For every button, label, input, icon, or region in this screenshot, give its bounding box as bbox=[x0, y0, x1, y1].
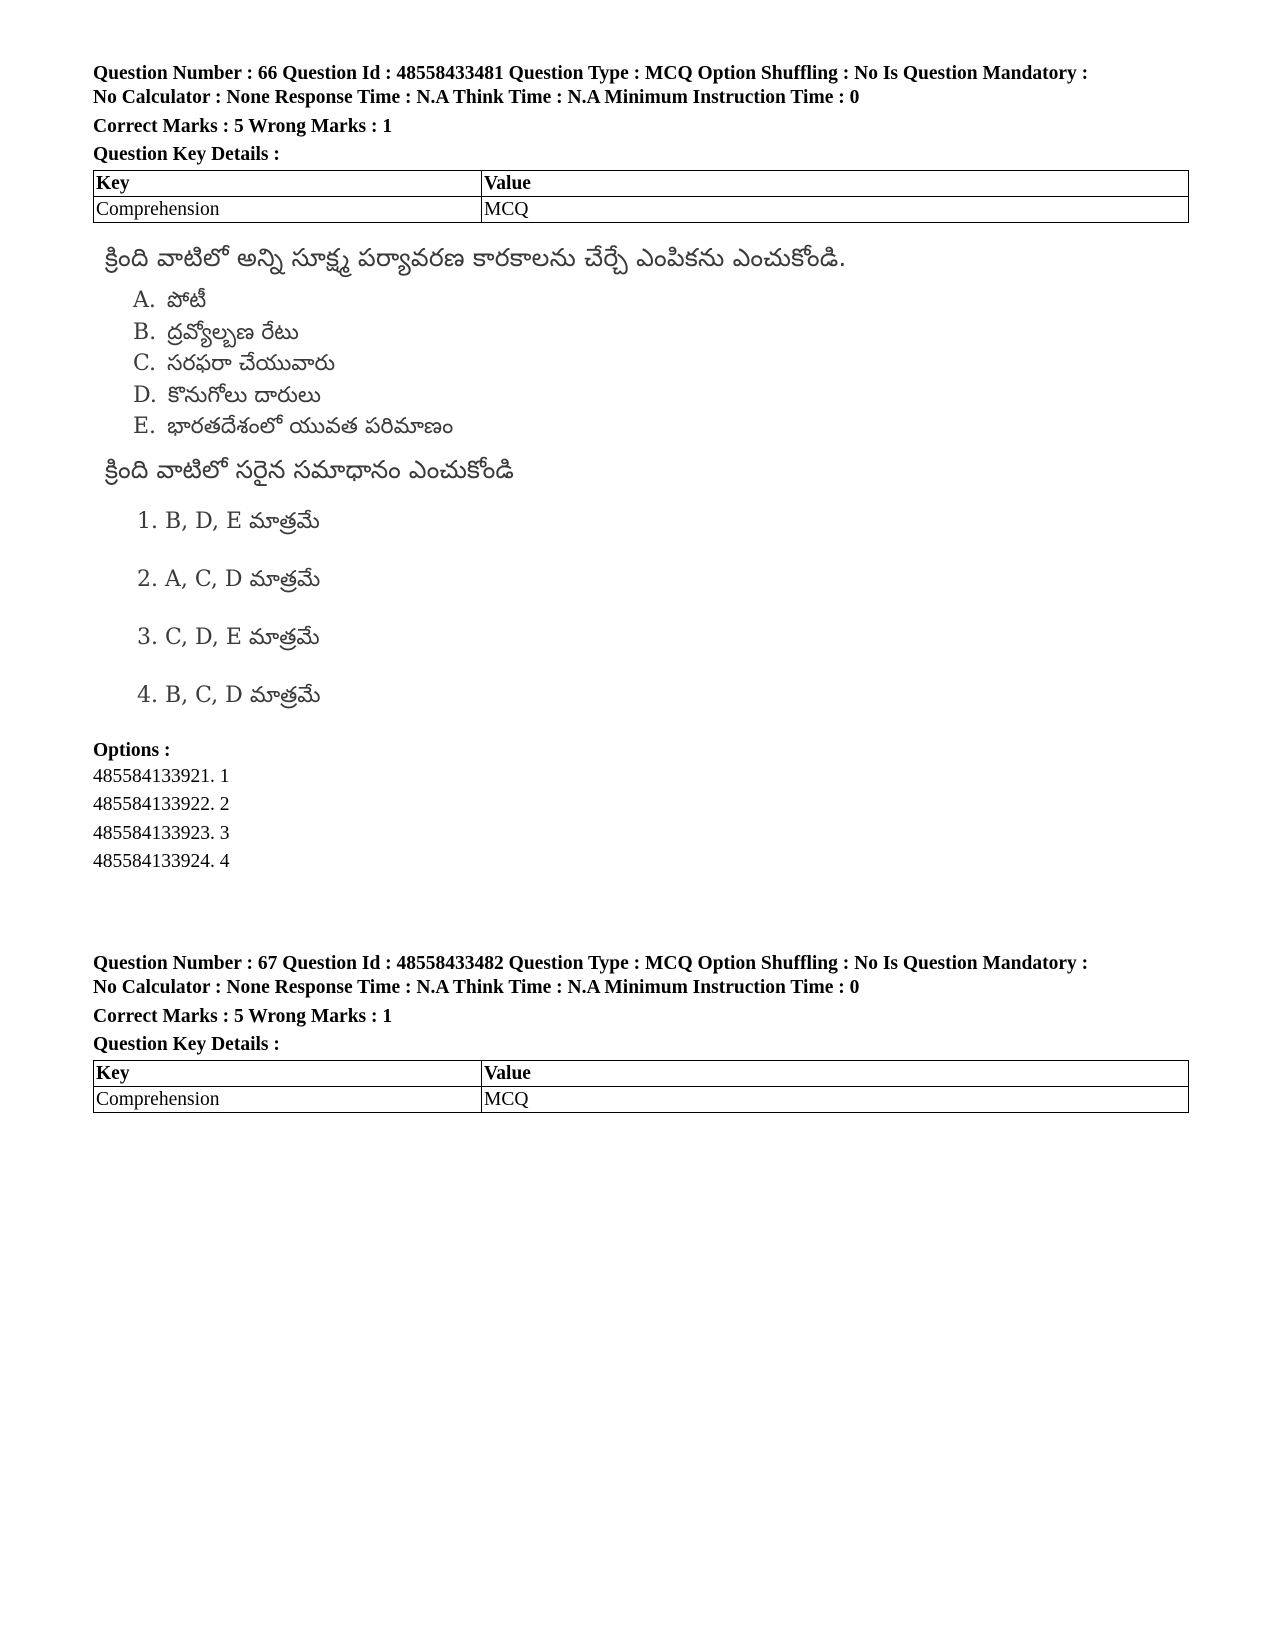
key-details-table bbox=[93, 170, 1189, 223]
table-header-value: Value bbox=[482, 171, 1189, 197]
choice-label: 3. C, D, E bbox=[137, 624, 242, 650]
statement-list bbox=[133, 285, 1005, 443]
question-block-66 bbox=[93, 62, 1193, 877]
options-label: Options : bbox=[93, 739, 171, 761]
choice-text: మాత్రమే bbox=[249, 682, 321, 708]
statement-item bbox=[133, 380, 1005, 412]
question-block-67 bbox=[93, 952, 1193, 1113]
table-cell-key: Comprehension bbox=[94, 1087, 482, 1113]
choice-item bbox=[137, 493, 1005, 551]
key-details-label: Question Key Details : bbox=[93, 1034, 280, 1055]
question-meta-line-1: Question Number : 66 Question Id : 48558433481 Question Type : MCQ Option Shuffling : No Is Question Mandatory : bbox=[93, 63, 1089, 84]
choice-label: 1. B, D, E bbox=[137, 508, 243, 534]
choice-item bbox=[137, 667, 1005, 725]
table-cell-value: MCQ bbox=[482, 197, 1189, 223]
question-meta-line-2: No Calculator : None Response Time : N.A Think Time : N.A Minimum Instruction Time : 0 bbox=[93, 977, 860, 998]
table-row bbox=[94, 197, 1189, 223]
statement-label: E. bbox=[133, 414, 157, 439]
statement-label: B. bbox=[133, 319, 157, 345]
question-meta-line-1: Question Number : 67 Question Id : 48558433482 Question Type : MCQ Option Shuffling : No Is Question Mandatory : bbox=[93, 953, 1089, 974]
choice-label: 2. A, C, D bbox=[137, 566, 243, 592]
statement-item bbox=[133, 411, 1005, 443]
option-item: 485584133923. 3 bbox=[93, 822, 230, 844]
question-stem: క్రింది వాటిలో అన్ని సూక్ష్మ పర్యావరణ కారకాలను చేర్చే ఎంపికను ఎంచుకోండి. bbox=[105, 243, 847, 272]
table-row bbox=[94, 1087, 1189, 1113]
question-meta bbox=[93, 952, 1193, 1000]
question-meta-line-2: No Calculator : None Response Time : N.A Think Time : N.A Minimum Instruction Time : 0 bbox=[93, 87, 860, 108]
table-header-key: Key bbox=[94, 1061, 482, 1087]
statement-text: భారతదేశంలో యువత పరిమాణం bbox=[167, 414, 454, 439]
statement-text: కొనుగోలు దారులు bbox=[167, 382, 322, 408]
option-item: 485584133921. 1 bbox=[93, 765, 230, 787]
table-header-key: Key bbox=[94, 171, 482, 197]
statement-text: ద్రవ్యోల్బణ రేటు bbox=[167, 319, 299, 345]
key-details-table bbox=[93, 1060, 1189, 1113]
choice-item bbox=[137, 609, 1005, 667]
choice-text: మాత్రమే bbox=[249, 566, 321, 592]
statement-item bbox=[133, 285, 1005, 317]
statement-text: సరఫరా చేయువారు bbox=[167, 351, 336, 376]
table-header-value: Value bbox=[482, 1061, 1189, 1087]
choice-item bbox=[137, 551, 1005, 609]
question-content-image bbox=[105, 241, 1005, 725]
table-header-row bbox=[94, 1061, 1189, 1087]
question-meta bbox=[93, 62, 1193, 110]
choice-text: మాత్రమే bbox=[249, 508, 320, 534]
option-item: 485584133922. 2 bbox=[93, 794, 230, 815]
answer-instruction: క్రింది వాటిలో సరైన సమాధానం ఎంచుకోండి bbox=[105, 454, 514, 484]
marks-line: Correct Marks : 5 Wrong Marks : 1 bbox=[93, 1006, 393, 1027]
statement-text: పోటీ bbox=[166, 288, 207, 313]
choice-list bbox=[137, 493, 1005, 725]
statement-label: D. bbox=[133, 382, 157, 408]
table-cell-key: Comprehension bbox=[94, 197, 482, 223]
choice-label: 4. B, C, D bbox=[137, 682, 243, 708]
marks-line: Correct Marks : 5 Wrong Marks : 1 bbox=[93, 116, 393, 137]
statement-item bbox=[133, 348, 1005, 380]
choice-text: మాత్రమే bbox=[248, 624, 320, 650]
statement-label: A. bbox=[133, 288, 156, 313]
statement-label: C. bbox=[133, 351, 157, 376]
table-header-row bbox=[94, 171, 1189, 197]
statement-item bbox=[133, 317, 1005, 349]
table-cell-value: MCQ bbox=[482, 1087, 1189, 1113]
option-item: 485584133924. 4 bbox=[93, 851, 230, 872]
key-details-label: Question Key Details : bbox=[93, 144, 280, 165]
